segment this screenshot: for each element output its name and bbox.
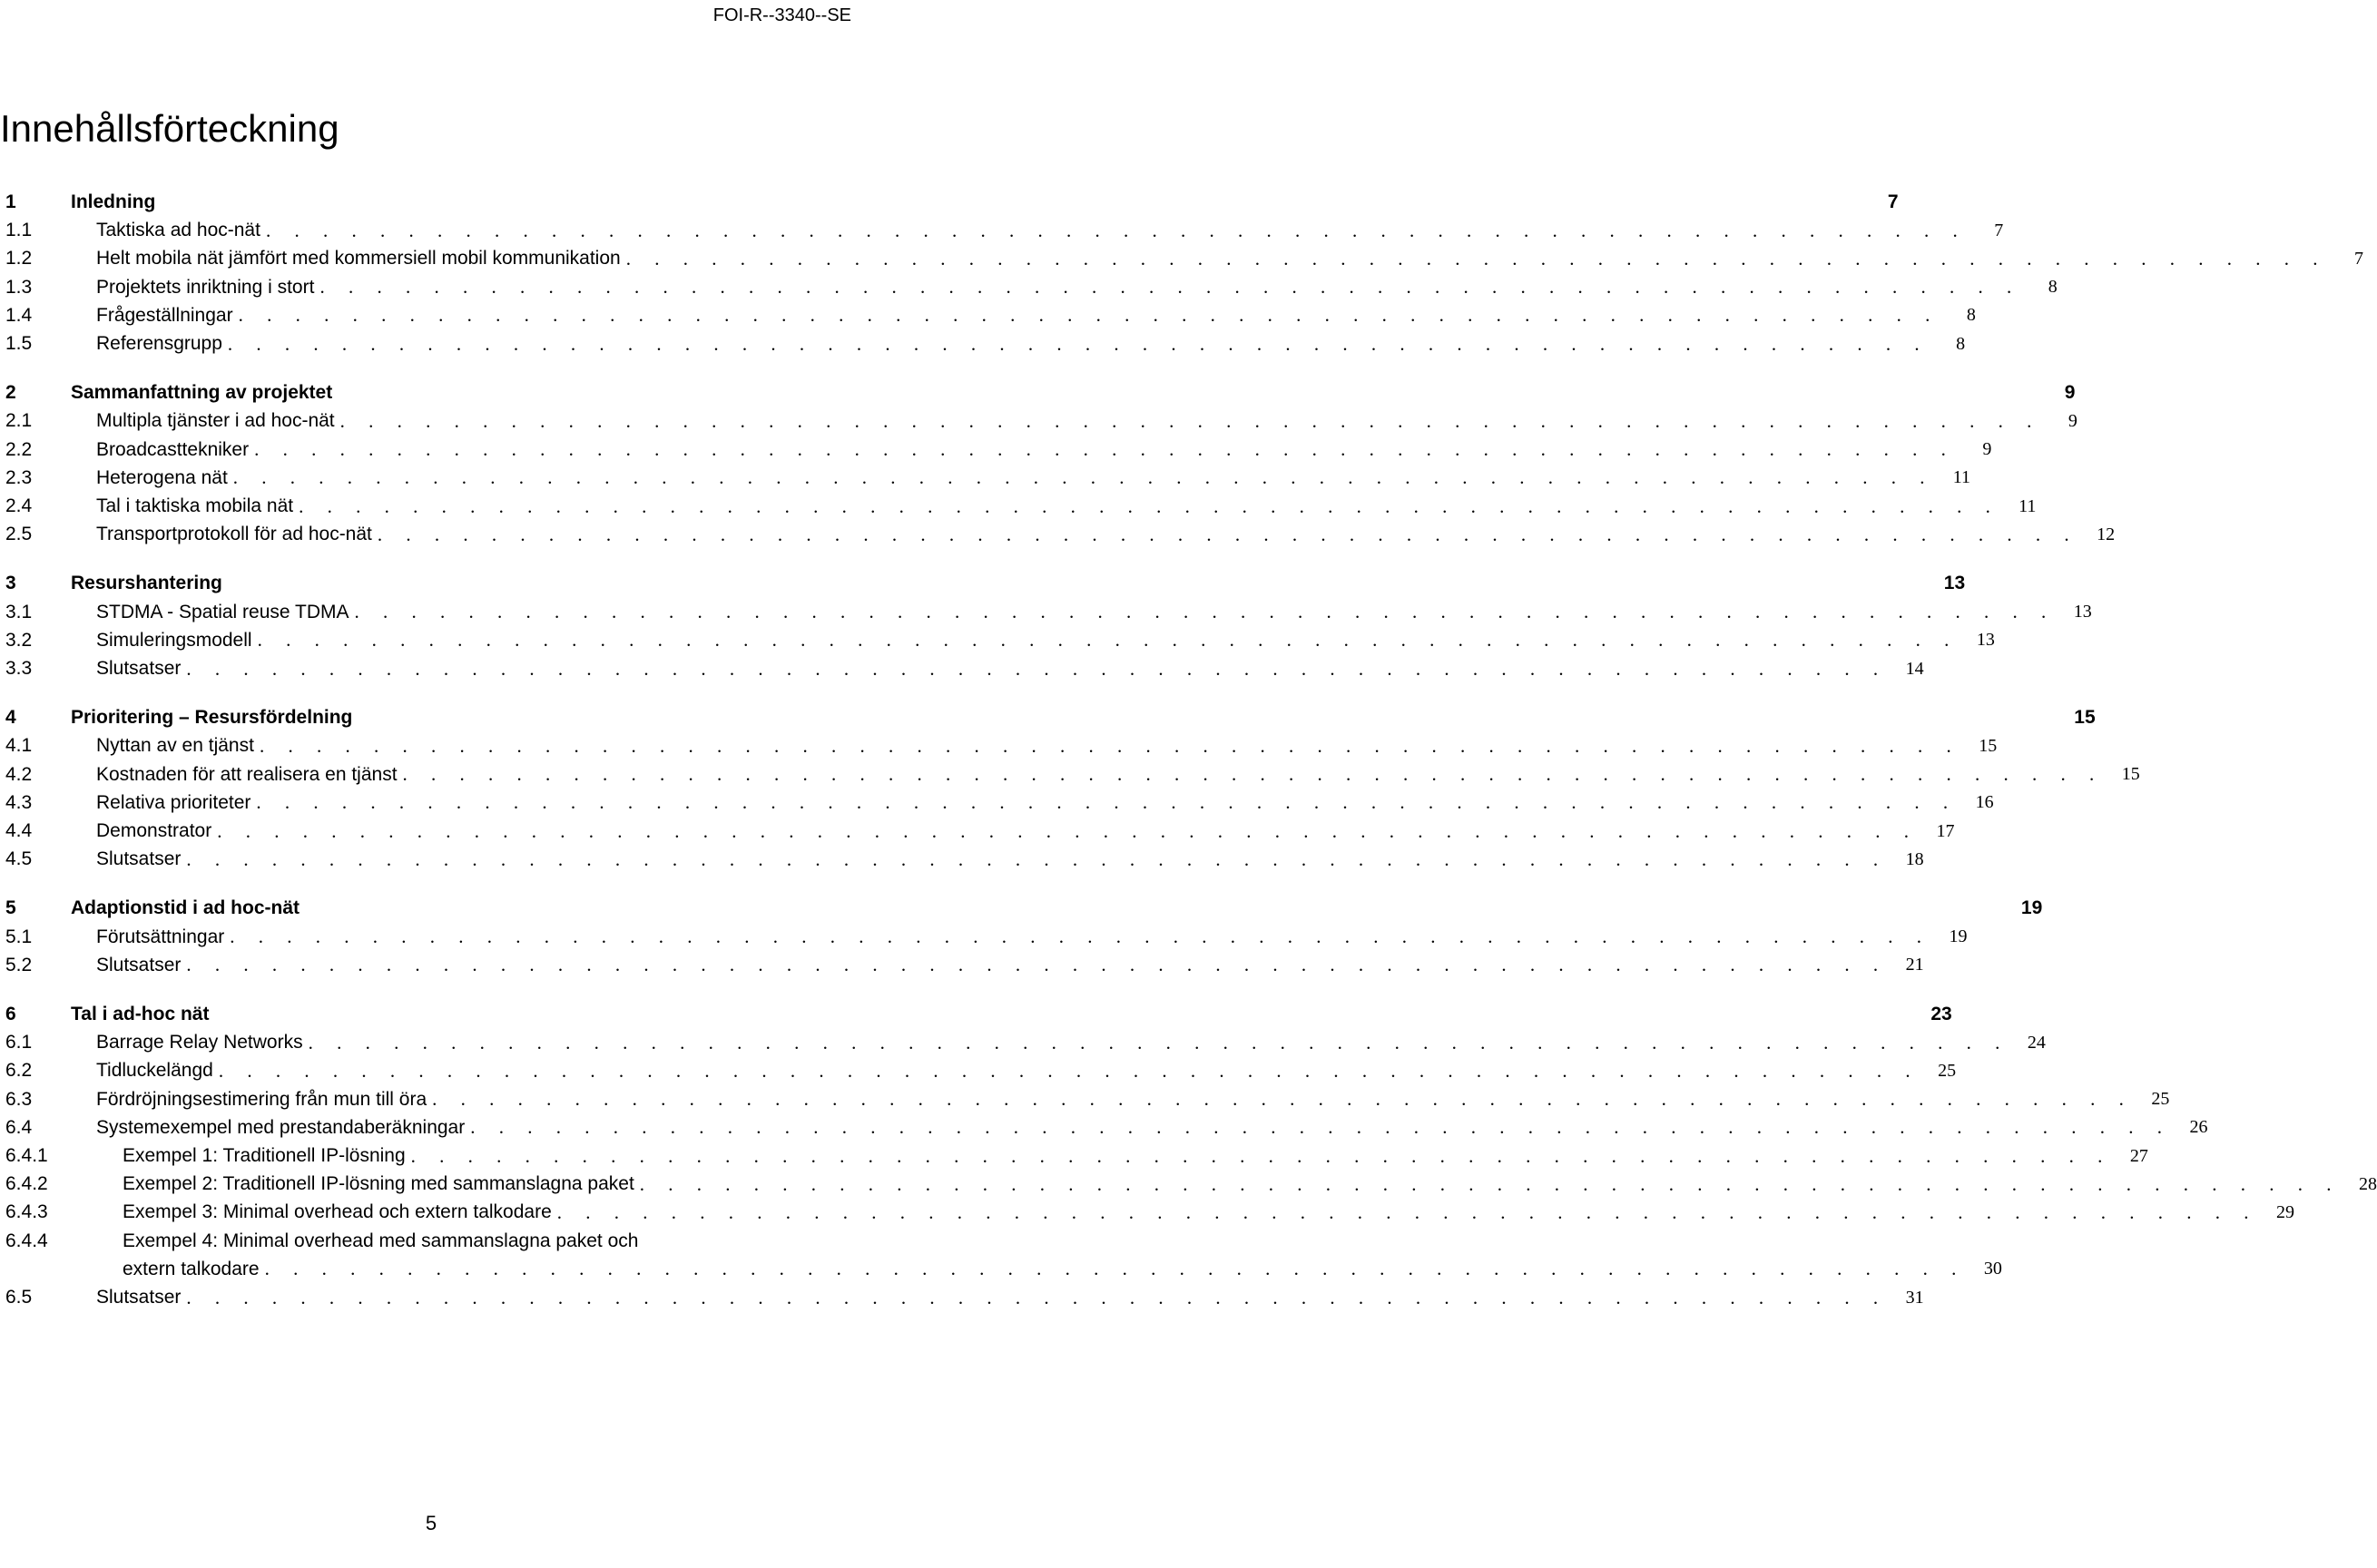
toc-entry-page: 9 xyxy=(2064,382,2076,404)
toc-entry-title: Helt mobila nät jämfört med kommersiell mobil kommunikation xyxy=(96,248,621,270)
toc-section-entry[interactable] xyxy=(5,760,2140,789)
toc-subsection-entry[interactable] xyxy=(5,1142,2148,1171)
toc-entry-title: Exempel 2: Traditionell IP-lösning med sammanslagna paket xyxy=(123,1173,634,1195)
toc-entry-page: 9 xyxy=(1982,439,1992,460)
toc-subsection-entry[interactable] xyxy=(5,1198,2294,1227)
toc-entry-page: 12 xyxy=(2097,524,2116,544)
toc-entry-number: 2.2 xyxy=(5,438,33,460)
toc-dot-leader: . . . . . . . . . . . . . . . . . . . . . . . . . . . . . . . . . . . . . . . . . . . . . . . . . . . . . . . . . . . . xyxy=(402,763,2104,786)
toc-entry-number: 1.5 xyxy=(5,333,33,354)
toc-entry-title: Heterogena nät xyxy=(96,466,228,488)
toc-entry-title: Projektets inriktning i stort xyxy=(96,276,315,298)
toc-section-entry[interactable] xyxy=(5,329,1966,358)
toc-section-entry[interactable] xyxy=(5,1056,1957,1085)
toc-section-entry[interactable] xyxy=(5,492,2037,521)
toc-entry-page: 8 xyxy=(2048,277,2058,298)
toc-entry-number: 6.4.4 xyxy=(5,1230,48,1251)
toc-entry-number: 5.1 xyxy=(5,926,33,947)
toc-entry-number: 5.2 xyxy=(5,954,33,975)
toc-entry-page: 30 xyxy=(1983,1259,2002,1279)
toc-section-entry[interactable] xyxy=(5,817,1955,846)
toc-section-entry[interactable] xyxy=(5,1085,2170,1114)
toc-dot-leader: . . . . . . . . . . . . . . . . . . . . . . . . . . . . . . . . . . . . . . . . . . . . . . . . . . . . . . . . . . . . xyxy=(299,495,2000,517)
toc-entry-title: Tal i taktiska mobila nät xyxy=(96,495,294,516)
toc-dot-leader: . . . . . . . . . . . . . . . . . . . . . . . . . . . . . . . . . . . . . . . . . . . . . . . . . . . . . . . . . . . . xyxy=(259,734,1961,757)
toc-dot-leader: . . . . . . . . . . . . . . . . . . . . . . . . . . . . . . . . . . . . . . . . . . . . . . . . . . . . . . . . . . . . xyxy=(230,926,1931,948)
toc-entry-page: 15 xyxy=(2121,764,2140,785)
toc-dot-leader: . . . . . . . . . . . . . . . . . . . . . . . . . . . . . . . . . . . . . . . . . . . . . . . . . . . . . . . . . . . . xyxy=(232,466,1935,489)
toc-entry-number: 6.3 xyxy=(5,1088,33,1110)
toc-entry-number: 3.1 xyxy=(5,601,33,622)
toc-entry-number: 4.4 xyxy=(5,820,33,841)
toc-entry-page: 15 xyxy=(2074,707,2096,729)
toc-entry-number: 1.2 xyxy=(5,248,33,270)
toc-entry-title: Multipla tjänster i ad hoc-nät xyxy=(96,410,335,432)
toc-entry-number: 1.4 xyxy=(5,304,33,326)
toc-dot-leader: . . . . . . . . . . . . . . . . . . . . . . . . . . . . . . . . . . . . . . . . . . . . . . . . . . . . . . . . . . . . xyxy=(625,247,2327,270)
toc-entry-page: 23 xyxy=(1930,1004,1952,1024)
toc-section-entry[interactable] xyxy=(5,1028,2046,1057)
toc-dot-leader: . . . . . . . . . . . . . . . . . . . . . . . . . . . . . . . . . . . . . . . . . . . . . . . . . . . . . . . . . . . . xyxy=(217,819,1919,842)
toc-entry-number: 2.5 xyxy=(5,524,33,545)
toc-dot-leader: . . . . . . . . . . . . . . . . . . . . . . . . . . . . . . . . . . . . . . . . . . . . . . . . . . . . . . . . . . . . xyxy=(319,276,2021,299)
toc-entry-title: STDMA - Spatial reuse TDMA xyxy=(96,601,349,622)
toc-entry-number: 3.2 xyxy=(5,629,33,651)
toc-entry-title: Slutsatser xyxy=(96,1287,182,1308)
toc-section-entry[interactable] xyxy=(5,598,2092,627)
toc-chapter-entry[interactable] xyxy=(5,1000,1952,1029)
toc-entry-page: 25 xyxy=(1938,1060,1957,1081)
toc-dot-leader: . . . . . . . . . . . . . . . . . . . . . . . . . . . . . . . . . . . . . . . . . . . . . . . . . . . . . . . . . . . . xyxy=(218,1059,1920,1082)
toc-section-entry[interactable] xyxy=(5,244,2363,273)
toc-entry-title: Slutsatser xyxy=(96,954,182,975)
toc-section-entry[interactable] xyxy=(5,1283,1924,1312)
toc-entry-title: Relativa prioriteter xyxy=(96,791,251,813)
toc-entry-number: 2.1 xyxy=(5,410,33,432)
toc-section-entry[interactable] xyxy=(5,216,2004,245)
toc-chapter-entry[interactable] xyxy=(5,378,2076,407)
toc-entry-number: 4.2 xyxy=(5,763,33,785)
toc-entry-number: 6.4.3 xyxy=(5,1201,48,1223)
toc-entry-page: 25 xyxy=(2151,1089,2170,1110)
toc-entry-title: Taktiska ad hoc-nät xyxy=(96,220,260,241)
toc-entry-title: Fördröjningsestimering från mun till öra xyxy=(96,1088,427,1110)
toc-entry-page: 7 xyxy=(2353,248,2363,269)
toc-dot-leader: . . . . . . . . . . . . . . . . . . . . . . . . . . . . . . . . . . . . . . . . . . . . . . . . . . . . . . . . . . . . xyxy=(254,438,1956,461)
toc-entry-number: 2.3 xyxy=(5,466,33,488)
toc-entry-title: Barrage Relay Networks xyxy=(96,1032,303,1054)
toc-subsection-entry[interactable] xyxy=(5,1255,2002,1284)
toc-section-entry[interactable] xyxy=(5,464,1971,493)
toc-dot-leader: . . . . . . . . . . . . . . . . . . . . . . . . . . . . . . . . . . . . . . . . . . . . . . . . . . . . . . . . . . . . xyxy=(308,1031,2009,1054)
toc-dot-leader: . . . . . . . . . . . . . . . . . . . . . . . . . . . . . . . . . . . . . . . . . . . . . . . . . . . . . . . . . . . . xyxy=(186,848,1888,870)
toc-section-entry[interactable] xyxy=(5,951,1924,980)
toc-entry-page: 21 xyxy=(1905,955,1924,975)
toc-chapter-entry[interactable] xyxy=(5,188,1899,217)
toc-section-entry[interactable] xyxy=(5,436,1992,465)
toc-entry-page: 9 xyxy=(2068,410,2077,431)
toc-dot-leader: . . . . . . . . . . . . . . . . . . . . . . . . . . . . . . . . . . . . . . . . . . . . . . . . . . . . . . . . . . . . xyxy=(238,304,1940,327)
toc-entry-number: 4.1 xyxy=(5,735,33,757)
toc-entry-page: 27 xyxy=(2129,1145,2148,1166)
toc-entry-title: Exempel 3: Minimal overhead och extern talkodare xyxy=(123,1201,552,1223)
toc-section-entry[interactable] xyxy=(5,407,2077,436)
toc-dot-leader: . . . . . . . . . . . . . . . . . . . . . . . . . . . . . . . . . . . . . . . . . . . . . . . . . . . . . . . . . . . . xyxy=(186,1286,1888,1308)
toc-dot-leader: . . . . . . . . . . . . . . . . . . . . . . . . . . . . . . . . . . . . . . . . . . . . . . . . . . . . . . . . . . . . xyxy=(432,1088,2134,1111)
toc-chapter-entry[interactable] xyxy=(5,894,2043,923)
toc-entry-title: Demonstrator xyxy=(96,820,212,841)
toc-entry-page: 31 xyxy=(1905,1287,1924,1308)
toc-entry-number: 4.3 xyxy=(5,791,33,813)
toc-entry-page: 8 xyxy=(1956,333,1966,354)
toc-entry-number: 6.4.1 xyxy=(5,1145,48,1166)
toc-dot-leader: . . . . . . . . . . . . . . . . . . . . . . . . . . . . . . . . . . . . . . . . . . . . . . . . . . . . . . . . . . . . xyxy=(377,523,2079,545)
toc-entry-number: 6.2 xyxy=(5,1060,33,1082)
toc-entry-page: 18 xyxy=(1905,848,1924,869)
report-id-header: FOI-R--3340--SE xyxy=(712,5,851,25)
toc-dot-leader: . . . . . . . . . . . . . . . . . . . . . . . . . . . . . . . . . . . . . . . . . . . . . . . . . . . . . . . . . . . . xyxy=(227,332,1930,355)
toc-entry-title: Förutsättningar xyxy=(96,926,225,947)
toc-entry-page: 15 xyxy=(1979,735,1998,756)
toc-entry-page: 14 xyxy=(1905,658,1924,679)
toc-entry-title: Prioritering – Resursfördelning xyxy=(71,707,353,729)
toc-entry-title: Slutsatser xyxy=(96,848,182,870)
toc-section-entry[interactable] xyxy=(5,654,1924,683)
toc-dot-leader: . . . . . . . . . . . . . . . . . . . . . . . . . . . . . . . . . . . . . . . . . . . . . . . . . . . . . . . . . . . . xyxy=(186,954,1888,976)
toc-entry-page: 29 xyxy=(2276,1201,2294,1222)
toc-entry-number: 6 xyxy=(5,1004,16,1024)
toc-section-entry[interactable] xyxy=(5,923,1968,952)
toc-entry-title: Resurshantering xyxy=(71,573,222,594)
toc-entry-number: 2 xyxy=(5,382,16,404)
toc-entry-title: Kostnaden för att realisera en tjänst xyxy=(96,763,398,785)
toc-entry-page: 7 xyxy=(1887,191,1899,212)
toc-entry-title: Tidluckelängd xyxy=(96,1060,213,1082)
toc-entry-title: Simuleringsmodell xyxy=(96,629,252,651)
toc-entry-page: 28 xyxy=(2359,1173,2377,1194)
toc-entry-title: Adaptionstid i ad hoc-nät xyxy=(71,897,300,919)
toc-dot-leader: . . . . . . . . . . . . . . . . . . . . . . . . . . . . . . . . . . . . . . . . . . . . . . . . . . . . . . . . . . . . xyxy=(354,601,2056,623)
toc-chapter-entry[interactable] xyxy=(5,569,1966,598)
toc-dot-leader: . . . . . . . . . . . . . . . . . . . . . . . . . . . . . . . . . . . . . . . . . . . . . . . . . . . . . . . . . . . . xyxy=(264,1258,1966,1280)
toc-section-entry[interactable] xyxy=(5,520,2116,549)
toc-entry-number: 2.4 xyxy=(5,495,33,516)
toc-entry-page: 17 xyxy=(1936,820,1955,841)
toc-entry-page: 26 xyxy=(2189,1117,2208,1138)
toc-entry-number: 3 xyxy=(5,573,16,594)
toc-entry-page: 24 xyxy=(2027,1032,2046,1053)
toc-section-entry[interactable] xyxy=(5,273,2058,302)
toc-entry-title: Sammanfattning av projektet xyxy=(71,382,333,404)
toc-entry-number: 6.1 xyxy=(5,1032,33,1054)
toc-entry-title: Transportprotokoll för ad hoc-nät xyxy=(96,524,372,545)
toc-entry-page: 11 xyxy=(1952,467,1971,488)
toc-entry-title: Exempel 1: Traditionell IP-lösning xyxy=(123,1145,406,1166)
toc-dot-leader: . . . . . . . . . . . . . . . . . . . . . . . . . . . . . . . . . . . . . . . . . . . . . . . . . . . . . . . . . . . . xyxy=(639,1172,2342,1195)
page-title: Innehållsförteckning xyxy=(0,107,339,150)
toc-section-entry[interactable] xyxy=(5,626,1995,655)
toc-entry-title: Slutsatser xyxy=(96,658,182,679)
toc-entry-page: 16 xyxy=(1975,792,1994,813)
toc-section-entry[interactable] xyxy=(5,731,1998,760)
toc-entry-page: 19 xyxy=(1949,926,1968,947)
toc-dot-leader: . . . . . . . . . . . . . . . . . . . . . . . . . . . . . . . . . . . . . . . . . . . . . . . . . . . . . . . . . . . . xyxy=(186,657,1888,680)
toc-entry-page: 19 xyxy=(2020,897,2043,919)
toc-dot-leader: . . . . . . . . . . . . . . . . . . . . . . . . . . . . . . . . . . . . . . . . . . . . . . . . . . . . . . . . . . . . xyxy=(257,629,1959,652)
toc-entry-title: Frågeställningar xyxy=(96,304,233,326)
toc-entry-number: 6.4 xyxy=(5,1116,33,1138)
toc-entry-number: 4.5 xyxy=(5,848,33,870)
toc-entry-title: Referensgrupp xyxy=(96,333,222,354)
toc-dot-leader: . . . . . . . . . . . . . . . . . . . . . . . . . . . . . . . . . . . . . . . . . . . . . . . . . . . . . . . . . . . . xyxy=(556,1200,2258,1223)
toc-entry-number: 1.1 xyxy=(5,220,33,241)
toc-dot-leader: . . . . . . . . . . . . . . . . . . . . . . . . . . . . . . . . . . . . . . . . . . . . . . . . . . . . . . . . . . . . xyxy=(410,1144,2112,1167)
toc-entry-number: 6.5 xyxy=(5,1287,33,1308)
toc-section-entry[interactable] xyxy=(5,789,1994,818)
toc-entry-number: 5 xyxy=(5,897,16,919)
toc-entry-page: 7 xyxy=(1994,220,2004,240)
toc-dot-leader: . . . . . . . . . . . . . . . . . . . . . . . . . . . . . . . . . . . . . . . . . . . . . . . . . . . . . . . . . . . . xyxy=(339,409,2041,432)
toc-section-entry[interactable] xyxy=(5,845,1924,874)
toc-entry-page: 11 xyxy=(2018,495,2037,516)
toc-entry-number: 6.4.2 xyxy=(5,1173,48,1195)
toc-entry-number: 4 xyxy=(5,707,16,729)
toc-subsection-entry[interactable] xyxy=(5,1170,2377,1199)
toc-entry-number: 3.3 xyxy=(5,658,33,679)
toc-entry-title: extern talkodare xyxy=(123,1258,260,1279)
toc-dot-leader: . . . . . . . . . . . . . . . . . . . . . . . . . . . . . . . . . . . . . . . . . . . . . . . . . . . . . . . . . . . . xyxy=(256,791,1958,814)
toc-entry-title: Systemexempel med prestandaberäkningar xyxy=(96,1116,466,1138)
toc-entry-title: Tal i ad-hoc nät xyxy=(71,1004,210,1024)
toc-entry-title: Inledning xyxy=(71,191,156,212)
toc-entry-page: 13 xyxy=(2073,602,2092,622)
toc-chapter-entry[interactable] xyxy=(5,703,2096,732)
toc-dot-leader: . . . . . . . . . . . . . . . . . . . . . . . . . . . . . . . . . . . . . . . . . . . . . . . . . . . . . . . . . . . . xyxy=(265,219,1968,241)
toc-subsection-entry[interactable] xyxy=(5,1227,866,1256)
toc-entry-number: 1 xyxy=(5,191,16,212)
toc-dot-leader: . . . . . . . . . . . . . . . . . . . . . . . . . . . . . . . . . . . . . . . . . . . . . . . . . . . . . . . . . . . . xyxy=(470,1116,2172,1139)
toc-entry-page: 13 xyxy=(1943,573,1966,594)
toc-entry-page: 13 xyxy=(1976,630,1995,651)
toc-entry-title: Nyttan av en tjänst xyxy=(96,735,254,757)
toc-entry-title: Exempel 4: Minimal overhead med sammanslagna paket och xyxy=(123,1230,639,1251)
toc-entry-number: 1.3 xyxy=(5,276,33,298)
toc-entry-title: Broadcasttekniker xyxy=(96,438,250,460)
toc-entry-page: 8 xyxy=(1966,305,1976,326)
page-number: 5 xyxy=(425,1512,437,1534)
toc-section-entry[interactable] xyxy=(5,301,1976,330)
toc-section-entry[interactable] xyxy=(5,1113,2208,1142)
